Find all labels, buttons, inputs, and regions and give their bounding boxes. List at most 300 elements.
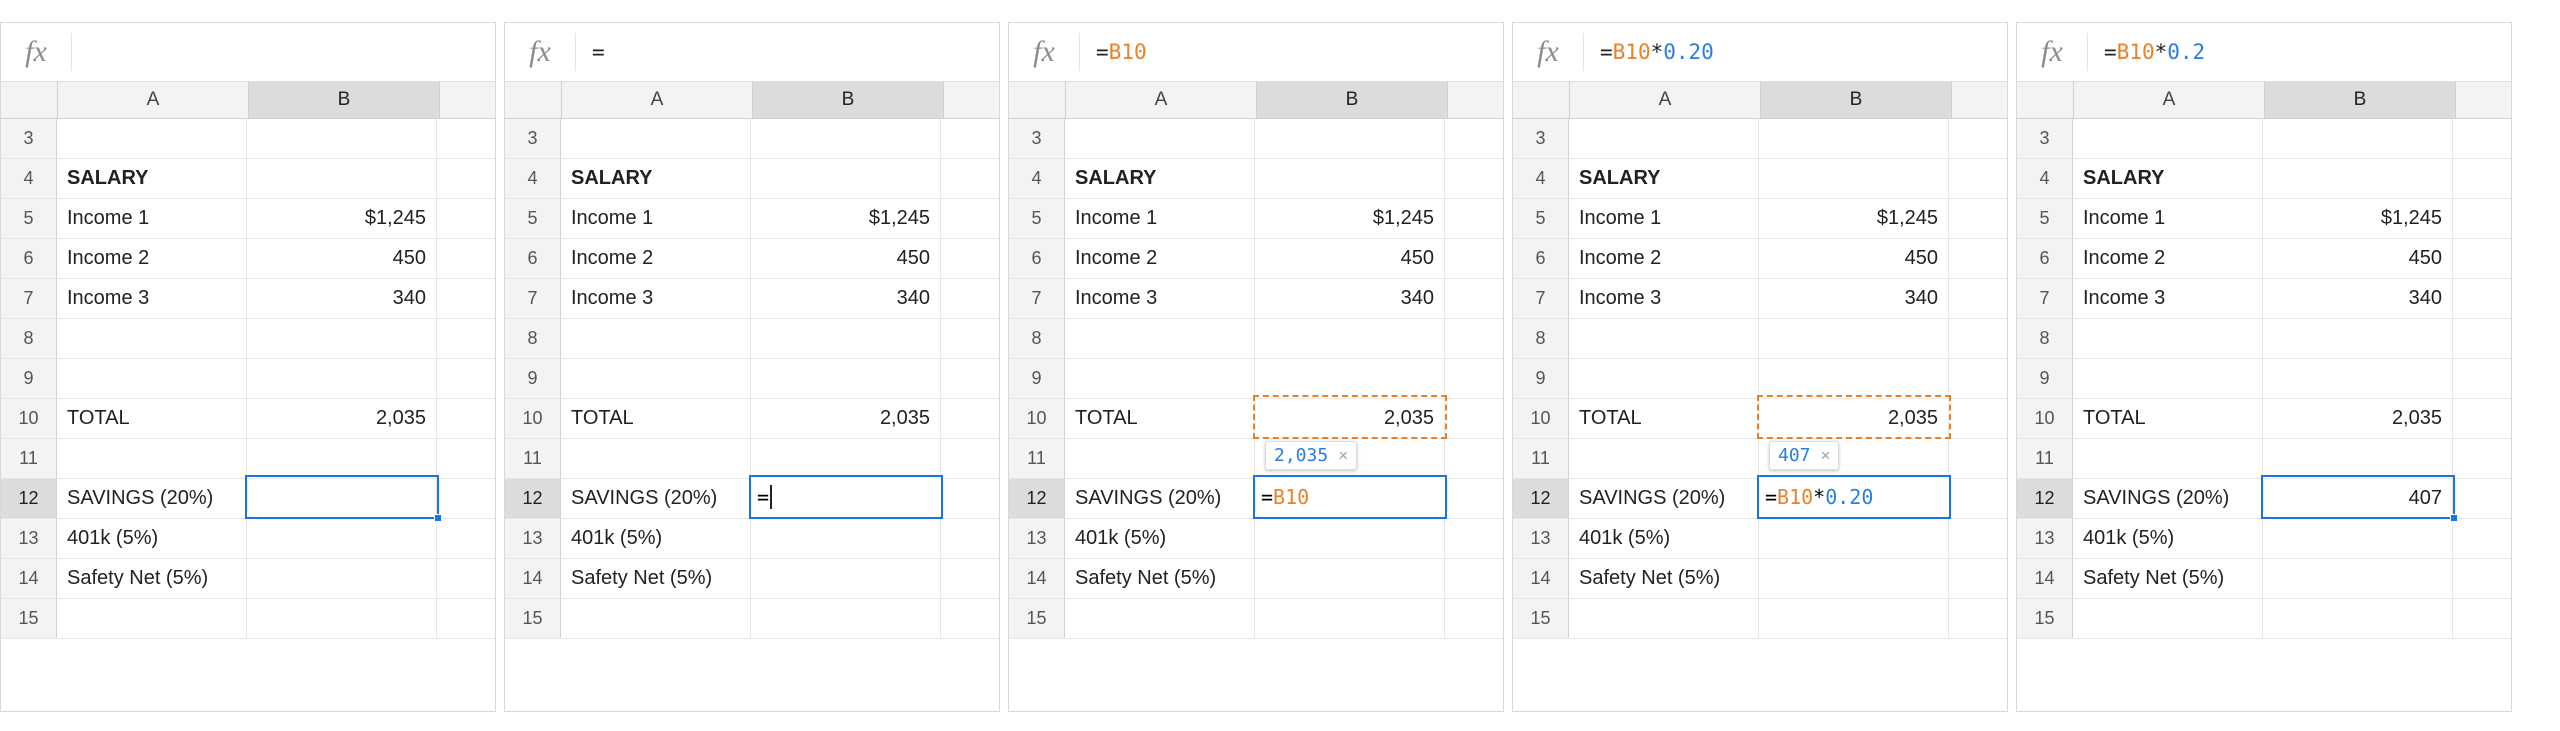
column-header-a[interactable]: A	[562, 82, 753, 118]
cell-b8[interactable]	[2263, 319, 2453, 358]
text-caret	[770, 485, 772, 509]
cell-b14[interactable]	[2263, 559, 2453, 598]
cell-a8[interactable]	[1065, 319, 1255, 358]
cell-a7[interactable]: Income 3	[1065, 279, 1255, 318]
row-header-3[interactable]: 3	[505, 119, 561, 158]
cell-a12[interactable]: SAVINGS (20%)	[1065, 479, 1255, 518]
cell-b3[interactable]	[2263, 119, 2453, 158]
row-header-15[interactable]: 15	[1, 599, 57, 638]
row-header-14[interactable]: 14	[2017, 559, 2073, 598]
row-header-3[interactable]: 3	[1, 119, 57, 158]
formula-input[interactable]	[576, 40, 605, 64]
spreadsheet-grid	[505, 119, 999, 639]
row-header-5[interactable]: 5	[1, 199, 57, 238]
cell-c9[interactable]	[437, 359, 495, 398]
cell-a12[interactable]: SAVINGS (20%)	[57, 479, 247, 518]
cell-a12[interactable]: SAVINGS (20%)	[561, 479, 751, 518]
cell-a3[interactable]	[2073, 119, 2263, 158]
cell-a3[interactable]	[1569, 119, 1759, 158]
formula-preview-value: 407	[1778, 445, 1811, 466]
cell-c12[interactable]	[1445, 479, 1503, 518]
cell-c4[interactable]	[437, 159, 495, 198]
cell-c15[interactable]	[1445, 599, 1503, 638]
cell-c12[interactable]	[2453, 479, 2511, 518]
column-header-a[interactable]: A	[2074, 82, 2265, 118]
cell-b3[interactable]	[247, 119, 437, 158]
row-header-9[interactable]: 9	[1009, 359, 1065, 398]
column-header-b[interactable]: B	[1257, 82, 1448, 118]
cell-b4[interactable]	[247, 159, 437, 198]
formula-input[interactable]	[2088, 40, 2205, 64]
row-header-9[interactable]: 9	[505, 359, 561, 398]
row-header-13[interactable]: 13	[2017, 519, 2073, 558]
fill-handle[interactable]	[434, 514, 442, 522]
row-header-7[interactable]: 7	[1513, 279, 1569, 318]
cell-c11[interactable]	[1445, 439, 1503, 478]
column-header-b[interactable]: B	[1761, 82, 1952, 118]
cell-b8[interactable]	[1759, 319, 1949, 358]
row-header-12[interactable]: 12	[505, 479, 561, 518]
cell-a14[interactable]: Safety Net (5%)	[57, 559, 247, 598]
cell-b4[interactable]	[1255, 159, 1445, 198]
cell-a8[interactable]	[561, 319, 751, 358]
cell-a13[interactable]: 401k (5%)	[57, 519, 247, 558]
select-all-corner[interactable]	[505, 82, 562, 118]
cell-b6[interactable]: 450	[1255, 239, 1445, 278]
cell-c10[interactable]	[1949, 399, 2007, 438]
cell-a4[interactable]: SALARY	[57, 159, 247, 198]
cell-c14[interactable]	[1445, 559, 1503, 598]
cell-a13[interactable]: 401k (5%)	[561, 519, 751, 558]
cell-b8[interactable]	[247, 319, 437, 358]
cell-b6[interactable]: 450	[247, 239, 437, 278]
fill-handle[interactable]	[2450, 514, 2458, 522]
cell-b5[interactable]: $1,245	[1255, 199, 1445, 238]
cell-a12[interactable]: SAVINGS (20%)	[2073, 479, 2263, 518]
cell-b11[interactable]	[2263, 439, 2453, 478]
cell-c4[interactable]	[941, 159, 999, 198]
row-header-13[interactable]: 13	[1513, 519, 1569, 558]
cell-b6[interactable]: 450	[2263, 239, 2453, 278]
cell-a10[interactable]: TOTAL	[2073, 399, 2263, 438]
cell-b13[interactable]	[2263, 519, 2453, 558]
row-header-5[interactable]: 5	[2017, 199, 2073, 238]
cell-a15[interactable]	[57, 599, 247, 638]
table-row	[505, 279, 999, 319]
cell-b10[interactable]: 2,035	[1759, 399, 1949, 438]
cell-a15[interactable]	[2073, 599, 2263, 638]
cell-c7[interactable]	[437, 279, 495, 318]
cell-b10[interactable]: 2,035	[1255, 399, 1445, 438]
cell-c3[interactable]	[1949, 119, 2007, 158]
cell-a14[interactable]: Safety Net (5%)	[561, 559, 751, 598]
cell-b3[interactable]	[751, 119, 941, 158]
row-header-5[interactable]: 5	[1513, 199, 1569, 238]
cell-editor-b12[interactable]	[749, 475, 943, 519]
cell-a6[interactable]: Income 2	[57, 239, 247, 278]
row-header-11[interactable]: 11	[1, 439, 57, 478]
cell-c10[interactable]	[1445, 399, 1503, 438]
cell-a9[interactable]	[1569, 359, 1759, 398]
column-header-a[interactable]: A	[58, 82, 249, 118]
cell-c5[interactable]	[1949, 199, 2007, 238]
cell-c8[interactable]	[941, 319, 999, 358]
row-header-3[interactable]: 3	[1009, 119, 1065, 158]
cell-a10[interactable]: TOTAL	[1065, 399, 1255, 438]
cell-b14[interactable]	[1759, 559, 1949, 598]
row-header-4[interactable]: 4	[505, 159, 561, 198]
cell-a7[interactable]: Income 3	[1569, 279, 1759, 318]
cell-c13[interactable]	[2453, 519, 2511, 558]
cell-a11[interactable]	[561, 439, 751, 478]
cell-a15[interactable]	[1569, 599, 1759, 638]
cell-b9[interactable]	[751, 359, 941, 398]
row-header-10[interactable]: 10	[1009, 399, 1065, 438]
cell-b14[interactable]	[247, 559, 437, 598]
row-header-15[interactable]: 15	[1513, 599, 1569, 638]
row-header-15[interactable]: 15	[1009, 599, 1065, 638]
cell-b5[interactable]: $1,245	[751, 199, 941, 238]
column-header-b[interactable]: B	[249, 82, 440, 118]
row-header-9[interactable]: 9	[1513, 359, 1569, 398]
cell-c9[interactable]	[1949, 359, 2007, 398]
cell-b7[interactable]: 340	[1759, 279, 1949, 318]
cell-a4[interactable]: SALARY	[2073, 159, 2263, 198]
cell-c15[interactable]	[1949, 599, 2007, 638]
cell-c3[interactable]	[2453, 119, 2511, 158]
row-header-11[interactable]: 11	[1513, 439, 1569, 478]
row-header-12[interactable]: 12	[1009, 479, 1065, 518]
cell-b13[interactable]	[1759, 519, 1949, 558]
formula-input[interactable]	[1584, 40, 1714, 64]
cell-c5[interactable]	[437, 199, 495, 238]
table-row	[1513, 239, 2007, 279]
cell-c14[interactable]	[941, 559, 999, 598]
spreadsheet-grid	[2017, 119, 2511, 639]
cell-c6[interactable]	[437, 239, 495, 278]
cell-c8[interactable]	[1445, 319, 1503, 358]
cell-c11[interactable]	[941, 439, 999, 478]
cell-a12[interactable]: SAVINGS (20%)	[1569, 479, 1759, 518]
table-row	[1513, 279, 2007, 319]
cell-a6[interactable]: Income 2	[2073, 239, 2263, 278]
row-header-10[interactable]: 10	[1513, 399, 1569, 438]
cell-c6[interactable]	[941, 239, 999, 278]
row-header-6[interactable]: 6	[1, 239, 57, 278]
table-row	[505, 559, 999, 599]
row-header-4[interactable]: 4	[2017, 159, 2073, 198]
row-header-7[interactable]: 7	[2017, 279, 2073, 318]
row-header-6[interactable]: 6	[2017, 239, 2073, 278]
row-header-4[interactable]: 4	[1009, 159, 1065, 198]
row-header-12[interactable]: 12	[1, 479, 57, 518]
cell-c8[interactable]	[2453, 319, 2511, 358]
cell-a15[interactable]	[1065, 599, 1255, 638]
select-all-corner[interactable]	[1, 82, 58, 118]
cell-a8[interactable]	[1569, 319, 1759, 358]
cell-b4[interactable]	[751, 159, 941, 198]
cell-a14[interactable]: Safety Net (5%)	[1065, 559, 1255, 598]
table-row	[1, 519, 495, 559]
table-row	[505, 119, 999, 159]
cell-b15[interactable]	[751, 599, 941, 638]
cell-a8[interactable]	[2073, 319, 2263, 358]
row-header-3[interactable]: 3	[1513, 119, 1569, 158]
cell-a3[interactable]	[57, 119, 247, 158]
row-header-14[interactable]: 14	[505, 559, 561, 598]
cell-b13[interactable]	[751, 519, 941, 558]
table-row	[505, 159, 999, 199]
row-header-6[interactable]: 6	[1513, 239, 1569, 278]
cell-b14[interactable]	[1255, 559, 1445, 598]
cell-b15[interactable]	[1759, 599, 1949, 638]
cell-b4[interactable]	[2263, 159, 2453, 198]
row-header-8[interactable]: 8	[1, 319, 57, 358]
cell-a9[interactable]	[561, 359, 751, 398]
table-row	[1009, 239, 1503, 279]
cell-b7[interactable]: 340	[2263, 279, 2453, 318]
cell-c14[interactable]	[437, 559, 495, 598]
cell-c10[interactable]	[2453, 399, 2511, 438]
cell-b4[interactable]	[1759, 159, 1949, 198]
cell-c3[interactable]	[941, 119, 999, 158]
row-header-13[interactable]: 13	[505, 519, 561, 558]
cell-a6[interactable]: Income 2	[1065, 239, 1255, 278]
row-header-13[interactable]: 13	[1, 519, 57, 558]
cell-a9[interactable]	[2073, 359, 2263, 398]
row-header-7[interactable]: 7	[1009, 279, 1065, 318]
cell-b12[interactable]	[247, 479, 437, 518]
cell-b8[interactable]	[751, 319, 941, 358]
row-header-10[interactable]: 10	[2017, 399, 2073, 438]
select-all-corner[interactable]	[1009, 82, 1066, 118]
cell-a10[interactable]: TOTAL	[57, 399, 247, 438]
cell-c11[interactable]	[1949, 439, 2007, 478]
cell-b7[interactable]: 340	[247, 279, 437, 318]
cell-c8[interactable]	[1949, 319, 2007, 358]
cell-b13[interactable]	[1255, 519, 1445, 558]
cell-b3[interactable]	[1759, 119, 1949, 158]
cell-b10[interactable]: 2,035	[751, 399, 941, 438]
column-header-b[interactable]: B	[2265, 82, 2456, 118]
cell-b5[interactable]: $1,245	[1759, 199, 1949, 238]
row-header-9[interactable]: 9	[2017, 359, 2073, 398]
cell-c6[interactable]	[1445, 239, 1503, 278]
row-header-10[interactable]: 10	[1, 399, 57, 438]
formula-input[interactable]	[1080, 40, 1147, 64]
cell-a11[interactable]	[2073, 439, 2263, 478]
cell-a3[interactable]	[561, 119, 751, 158]
cell-c4[interactable]	[1445, 159, 1503, 198]
cell-b11[interactable]	[247, 439, 437, 478]
cell-a5[interactable]: Income 1	[2073, 199, 2263, 238]
row-header-15[interactable]: 15	[505, 599, 561, 638]
cell-a9[interactable]	[1065, 359, 1255, 398]
cell-b8[interactable]	[1255, 319, 1445, 358]
row-header-14[interactable]: 14	[1009, 559, 1065, 598]
column-header-a[interactable]: A	[1066, 82, 1257, 118]
cell-c7[interactable]	[941, 279, 999, 318]
cell-c13[interactable]	[941, 519, 999, 558]
cell-a14[interactable]: Safety Net (5%)	[1569, 559, 1759, 598]
cell-b5[interactable]: $1,245	[247, 199, 437, 238]
cell-b6[interactable]: 450	[751, 239, 941, 278]
row-header-15[interactable]: 15	[2017, 599, 2073, 638]
cell-editor-b12[interactable]	[1757, 475, 1951, 519]
row-header-8[interactable]: 8	[505, 319, 561, 358]
cell-a7[interactable]: Income 3	[561, 279, 751, 318]
cell-b10[interactable]: 2,035	[2263, 399, 2453, 438]
cell-c5[interactable]	[2453, 199, 2511, 238]
cell-b9[interactable]	[1255, 359, 1445, 398]
cell-a15[interactable]	[561, 599, 751, 638]
cell-a14[interactable]: Safety Net (5%)	[2073, 559, 2263, 598]
cell-a5[interactable]: Income 1	[1569, 199, 1759, 238]
cell-b9[interactable]	[247, 359, 437, 398]
cell-c10[interactable]	[437, 399, 495, 438]
cell-c11[interactable]	[437, 439, 495, 478]
cell-b11[interactable]	[751, 439, 941, 478]
row-header-6[interactable]: 6	[1009, 239, 1065, 278]
cell-a5[interactable]: Income 1	[561, 199, 751, 238]
row-header-12[interactable]: 12	[2017, 479, 2073, 518]
cell-a4[interactable]: SALARY	[1065, 159, 1255, 198]
cell-c15[interactable]	[941, 599, 999, 638]
cell-c15[interactable]	[2453, 599, 2511, 638]
formula-bar	[2017, 23, 2511, 82]
row-header-11[interactable]: 11	[2017, 439, 2073, 478]
cell-c5[interactable]	[941, 199, 999, 238]
row-header-14[interactable]: 14	[1513, 559, 1569, 598]
column-header-row	[1513, 82, 2007, 119]
cell-b9[interactable]	[1759, 359, 1949, 398]
cell-a11[interactable]	[1569, 439, 1759, 478]
cell-c9[interactable]	[941, 359, 999, 398]
cell-a7[interactable]: Income 3	[57, 279, 247, 318]
cell-a6[interactable]: Income 2	[561, 239, 751, 278]
cell-b15[interactable]	[2263, 599, 2453, 638]
cell-b9[interactable]	[2263, 359, 2453, 398]
cell-a13[interactable]: 401k (5%)	[2073, 519, 2263, 558]
row-header-8[interactable]: 8	[1513, 319, 1569, 358]
cell-c3[interactable]	[1445, 119, 1503, 158]
row-header-3[interactable]: 3	[2017, 119, 2073, 158]
cell-a9[interactable]	[57, 359, 247, 398]
tooltip-close-icon[interactable]: ×	[1338, 445, 1349, 465]
cell-a4[interactable]: SALARY	[1569, 159, 1759, 198]
row-header-7[interactable]: 7	[1, 279, 57, 318]
cell-c7[interactable]	[1949, 279, 2007, 318]
cell-a3[interactable]	[1065, 119, 1255, 158]
cell-c10[interactable]	[941, 399, 999, 438]
cell-c13[interactable]	[1949, 519, 2007, 558]
row-header-11[interactable]: 11	[505, 439, 561, 478]
row-header-9[interactable]: 9	[1, 359, 57, 398]
tooltip-close-icon[interactable]: ×	[1820, 445, 1831, 465]
column-header-b[interactable]: B	[753, 82, 944, 118]
select-all-corner[interactable]	[2017, 82, 2074, 118]
cell-editor-b12[interactable]	[1253, 475, 1447, 519]
cell-b15[interactable]	[247, 599, 437, 638]
row-header-10[interactable]: 10	[505, 399, 561, 438]
cell-c14[interactable]	[1949, 559, 2007, 598]
cell-a10[interactable]: TOTAL	[1569, 399, 1759, 438]
panel-2	[504, 22, 1000, 712]
formula-preview-value: 2,035	[1274, 445, 1329, 466]
cell-c6[interactable]	[1949, 239, 2007, 278]
cell-a8[interactable]	[57, 319, 247, 358]
cell-b14[interactable]	[751, 559, 941, 598]
cell-a5[interactable]: Income 1	[57, 199, 247, 238]
cell-b7[interactable]: 340	[751, 279, 941, 318]
cell-b6[interactable]: 450	[1759, 239, 1949, 278]
cell-c8[interactable]	[437, 319, 495, 358]
cell-c6[interactable]	[2453, 239, 2511, 278]
cell-c3[interactable]	[437, 119, 495, 158]
row-header-8[interactable]: 8	[1009, 319, 1065, 358]
cell-c7[interactable]	[2453, 279, 2511, 318]
cell-c7[interactable]	[1445, 279, 1503, 318]
cell-c4[interactable]	[2453, 159, 2511, 198]
cell-b3[interactable]	[1255, 119, 1445, 158]
cell-a5[interactable]: Income 1	[1065, 199, 1255, 238]
formula-bar	[1, 23, 495, 82]
cell-b13[interactable]	[247, 519, 437, 558]
row-header-8[interactable]: 8	[2017, 319, 2073, 358]
cell-b10[interactable]: 2,035	[247, 399, 437, 438]
row-header-14[interactable]: 14	[1, 559, 57, 598]
row-header-5[interactable]: 5	[505, 199, 561, 238]
cell-b7[interactable]: 340	[1255, 279, 1445, 318]
row-header-7[interactable]: 7	[505, 279, 561, 318]
cell-a13[interactable]: 401k (5%)	[1065, 519, 1255, 558]
cell-c14[interactable]	[2453, 559, 2511, 598]
cell-a6[interactable]: Income 2	[1569, 239, 1759, 278]
cell-c12[interactable]	[941, 479, 999, 518]
row-header-11[interactable]: 11	[1009, 439, 1065, 478]
cell-c9[interactable]	[2453, 359, 2511, 398]
row-header-12[interactable]: 12	[1513, 479, 1569, 518]
cell-c13[interactable]	[1445, 519, 1503, 558]
cell-a7[interactable]: Income 3	[2073, 279, 2263, 318]
table-row	[1, 319, 495, 359]
cell-b12[interactable]: 407	[2263, 479, 2453, 518]
cell-c12[interactable]	[1949, 479, 2007, 518]
cell-a11[interactable]	[57, 439, 247, 478]
cell-c15[interactable]	[437, 599, 495, 638]
cell-a11[interactable]	[1065, 439, 1255, 478]
column-header-a[interactable]: A	[1570, 82, 1761, 118]
cell-b5[interactable]: $1,245	[2263, 199, 2453, 238]
cell-a10[interactable]: TOTAL	[561, 399, 751, 438]
cell-c4[interactable]	[1949, 159, 2007, 198]
row-header-4[interactable]: 4	[1513, 159, 1569, 198]
cell-c5[interactable]	[1445, 199, 1503, 238]
select-all-corner[interactable]	[1513, 82, 1570, 118]
cell-c13[interactable]	[437, 519, 495, 558]
row-header-5[interactable]: 5	[1009, 199, 1065, 238]
cell-c9[interactable]	[1445, 359, 1503, 398]
cell-a4[interactable]: SALARY	[561, 159, 751, 198]
row-header-13[interactable]: 13	[1009, 519, 1065, 558]
cell-c12[interactable]	[437, 479, 495, 518]
cell-a13[interactable]: 401k (5%)	[1569, 519, 1759, 558]
table-row	[2017, 599, 2511, 639]
row-header-4[interactable]: 4	[1, 159, 57, 198]
cell-b15[interactable]	[1255, 599, 1445, 638]
cell-c11[interactable]	[2453, 439, 2511, 478]
row-header-6[interactable]: 6	[505, 239, 561, 278]
